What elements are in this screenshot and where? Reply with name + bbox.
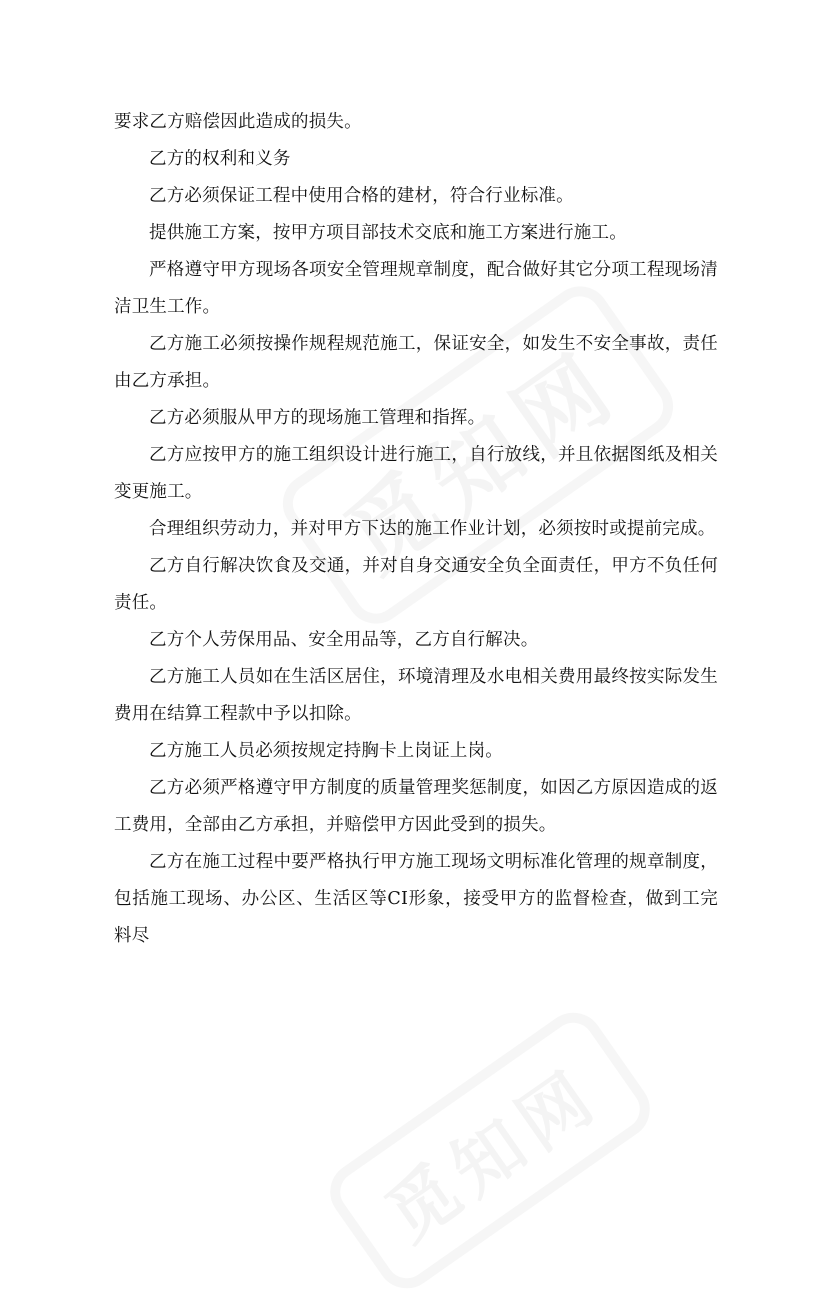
paragraph: 严格遵守甲方现场各项安全管理规章制度，配合做好其它分项工程现场清洁卫生工作。 xyxy=(114,260,718,317)
section-heading: 乙方的权利和义务 xyxy=(149,149,291,169)
paragraph: 乙方应按甲方的施工组织设计进行施工，自行放线，并且依据图纸及相关变更施工。 xyxy=(114,445,718,502)
paragraph: 乙方施工必须按操作规程规范施工，保证安全，如发生不安全事故，责任由乙方承担。 xyxy=(114,334,718,391)
paragraph: 乙方施工人员如在生活区居住，环境清理及水电相关费用最终按实际发生费用在结算工程款中予以扣除。 xyxy=(114,667,718,724)
paragraph: 提供施工方案，按甲方项目部技术交底和施工方案进行施工。 xyxy=(149,223,627,243)
paragraph: 乙方在施工过程中要严格执行甲方施工现场文明标准化管理的规章制度，包括施工现场、办公区、生活区等CI形象，接受甲方的监督检查，做到工完料尽 xyxy=(114,852,718,946)
paragraph: 乙方必须服从甲方的现场施工管理和指挥。 xyxy=(149,408,486,428)
watermark-bottom xyxy=(318,1001,661,1300)
paragraph: 合理组织劳动力，并对甲方下达的施工作业计划，必须按时或提前完成。 xyxy=(149,519,716,539)
paragraph: 乙方自行解决饮食及交通，并对自身交通安全负全面责任，甲方不负任何责任。 xyxy=(114,556,718,613)
document-body xyxy=(114,104,718,955)
paragraph: 乙方必须保证工程中使用合格的建材，符合行业标准。 xyxy=(149,186,574,206)
paragraph: 乙方施工人员必须按规定持胸卡上岗证上岗。 xyxy=(149,741,503,761)
paragraph-continuation: 要求乙方赔偿因此造成的损失。 xyxy=(114,112,362,132)
paragraph: 乙方个人劳保用品、安全用品等，乙方自行解决。 xyxy=(149,630,539,650)
paragraph: 乙方必须严格遵守甲方制度的质量管理奖惩制度，如因乙方原因造成的返工费用，全部由乙方承担，并赔偿甲方因此受到的损失。 xyxy=(114,778,718,835)
